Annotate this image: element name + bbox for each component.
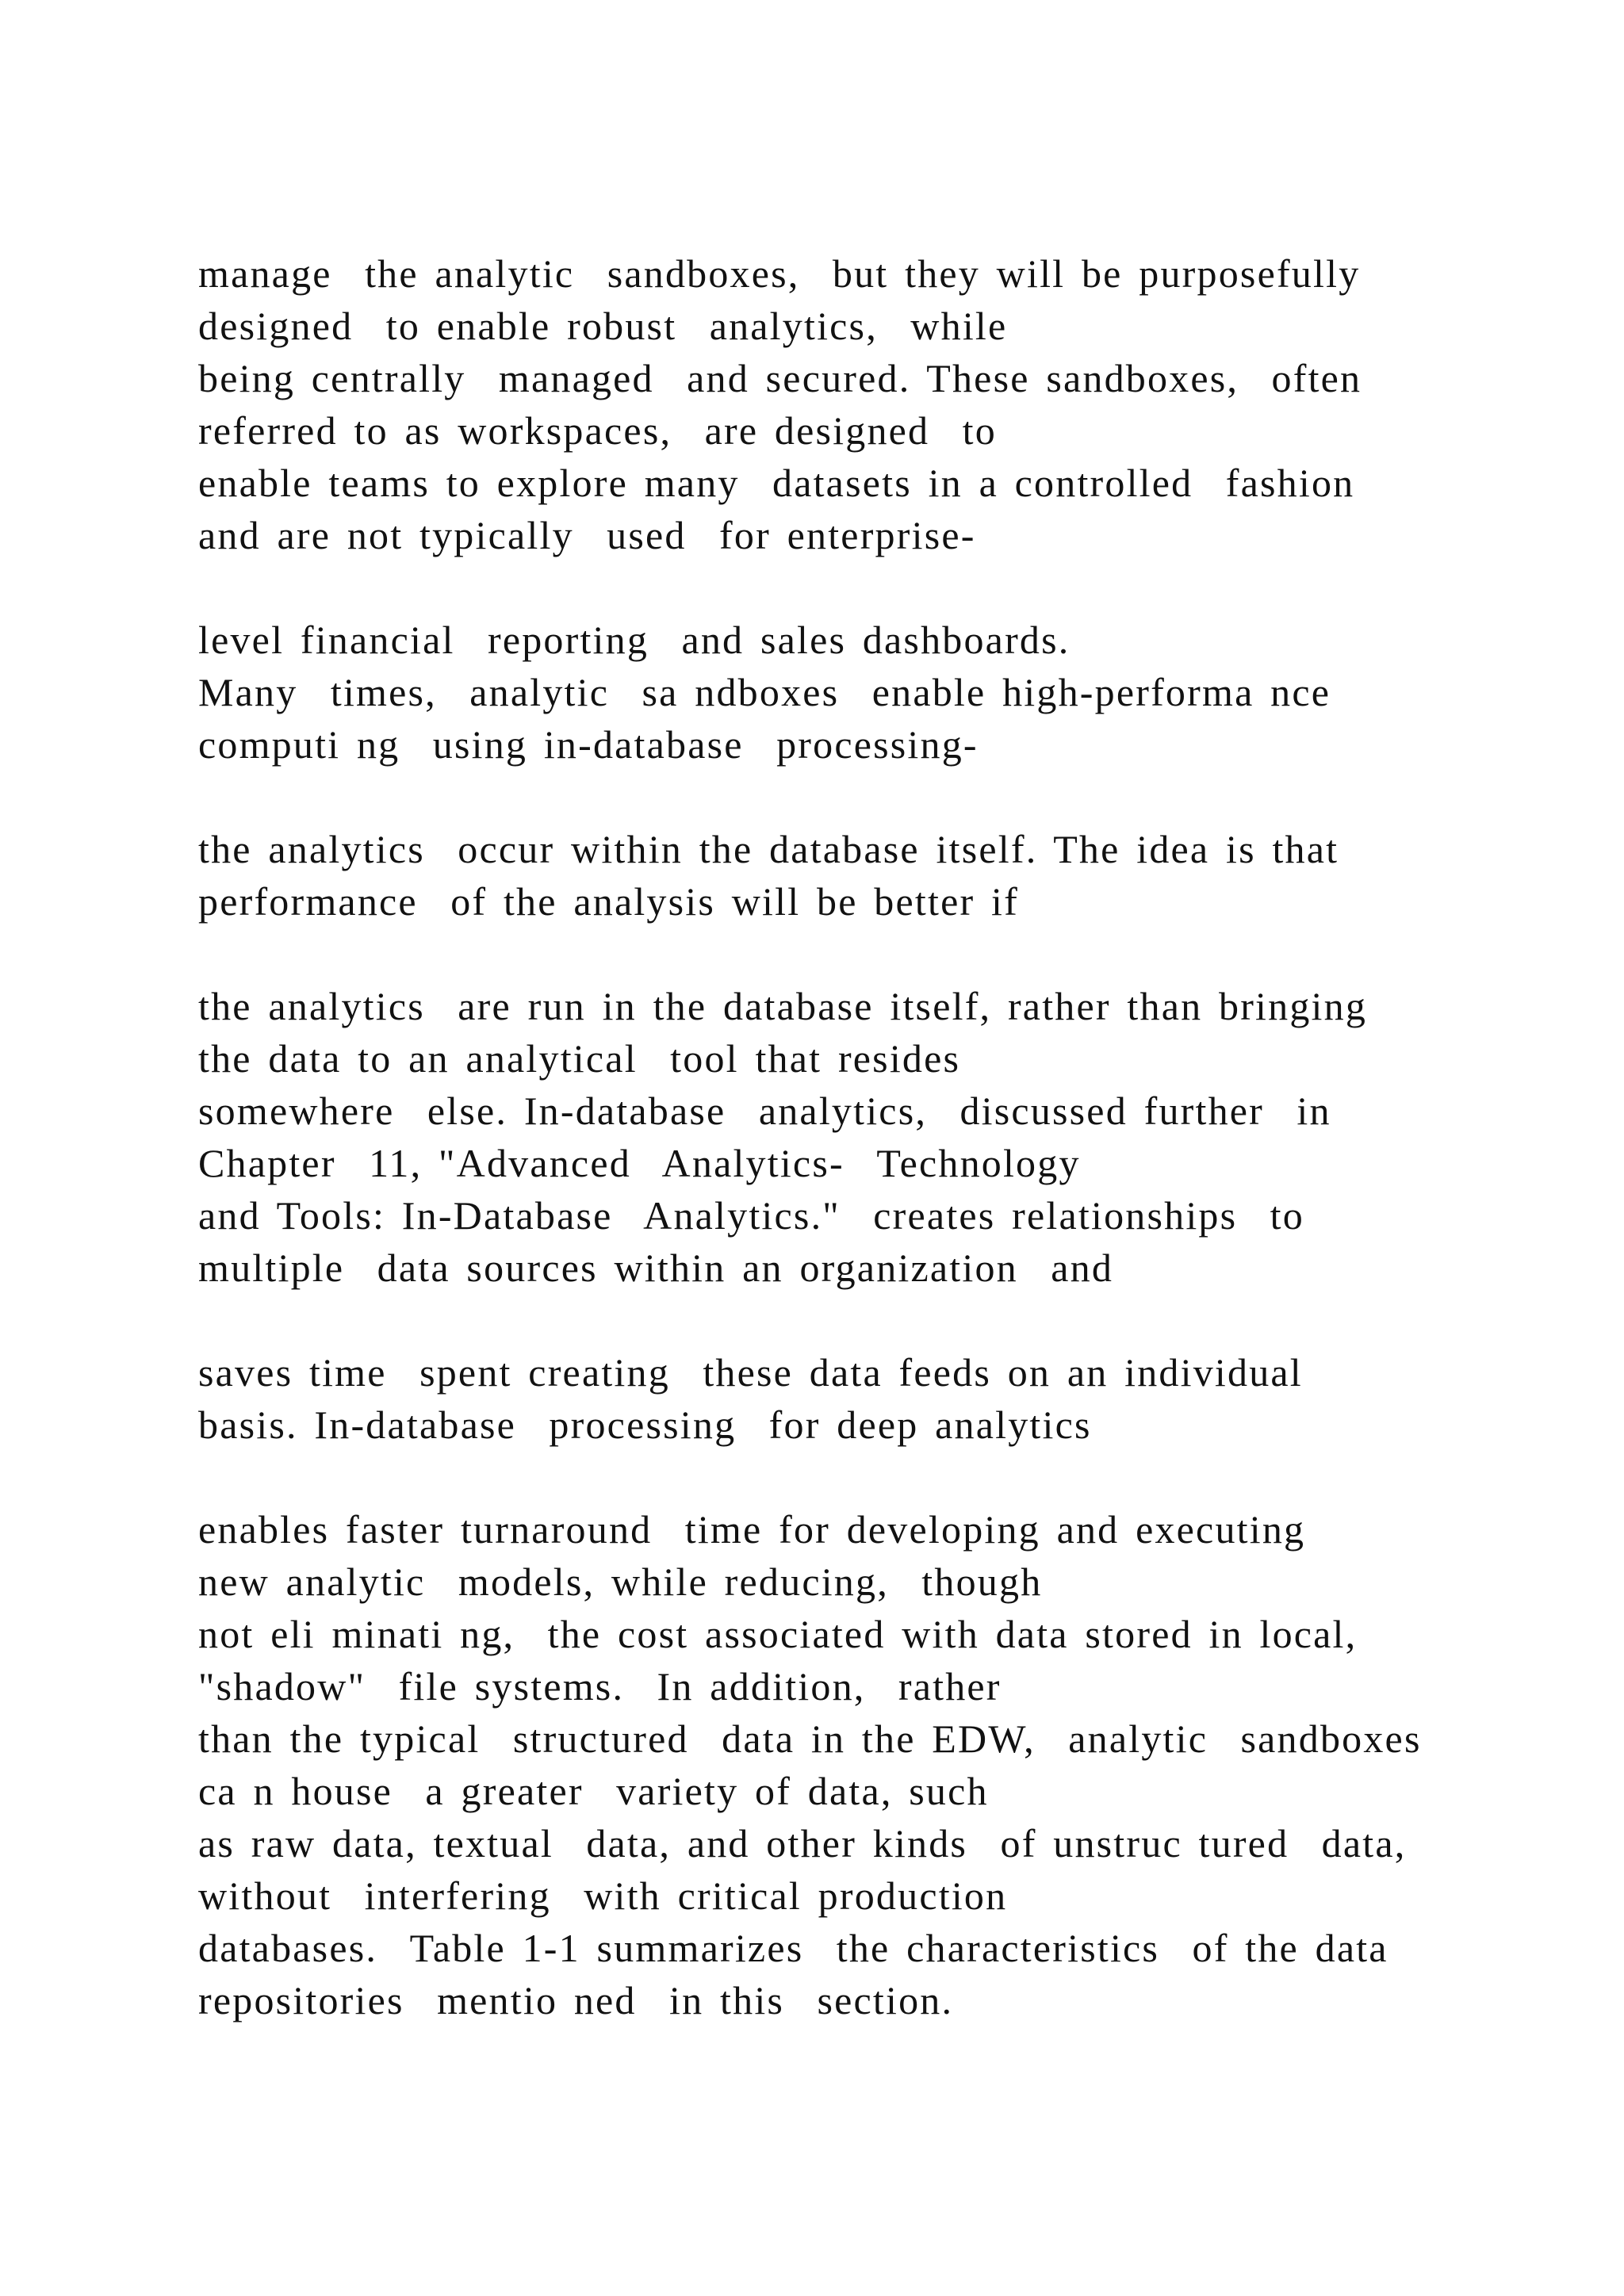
text-line: without interfering with critical production xyxy=(198,1873,1008,1918)
paragraph-gap xyxy=(198,1451,1483,1503)
paragraph-gap xyxy=(198,561,1483,614)
text-line: than the typical structured data in the EDW, analytic sandboxes xyxy=(198,1716,1422,1761)
text-line: "shadow" file systems. In addition, rather xyxy=(198,1664,1002,1709)
text-line: the data to an analytical tool that resides xyxy=(198,1036,961,1081)
text-line: designed to enable robust analytics, while xyxy=(198,304,1008,348)
text-line: somewhere else. In-database analytics, discussed further in xyxy=(198,1089,1331,1133)
paragraph-gap xyxy=(198,1294,1483,1346)
text-line: new analytic models, while reducing, though xyxy=(198,1559,1043,1604)
text-line: being centrally managed and secured. These sandboxes, often xyxy=(198,356,1362,400)
text-line: saves time spent creating these data feeds on an individual xyxy=(198,1350,1303,1395)
text-line: repositories mentio ned in this section. xyxy=(198,1978,954,2022)
paragraph-gap xyxy=(198,928,1483,980)
text-line: level financial reporting and sales dashboards. xyxy=(198,618,1071,662)
text-line: enable teams to explore many datasets in a controlled fashion xyxy=(198,461,1355,505)
text-line: as raw data, textual data, and other kinds of unstruc tured data, xyxy=(198,1821,1407,1866)
text-line: not eli minati ng, the cost associated with data stored in local, xyxy=(198,1612,1358,1656)
text-line: enables faster turnaround time for developing and executing xyxy=(198,1507,1306,1552)
text-line: ca n house a greater variety of data, such xyxy=(198,1769,989,1813)
text-line: multiple data sources within an organization and xyxy=(198,1246,1114,1290)
text-line: the analytics are run in the database itself, rather than bringing xyxy=(198,984,1368,1028)
text-line: basis. In-database processing for deep analytics xyxy=(198,1402,1092,1447)
text-line: manage the analytic sandboxes, but they will be purposefully xyxy=(198,251,1361,296)
text-line: and are not typically used for enterprise- xyxy=(198,513,976,557)
document-body xyxy=(198,247,1483,2026)
text-line: Many times, analytic sa ndboxes enable high-performa nce xyxy=(198,670,1331,714)
text-line: the analytics occur within the database itself. The idea is that xyxy=(198,827,1339,871)
text-line: Chapter 11, "Advanced Analytics- Technology xyxy=(198,1141,1081,1185)
paragraph-gap xyxy=(198,771,1483,823)
text-line: databases. Table 1-1 summarizes the characteristics of the data xyxy=(198,1926,1388,1970)
text-line: referred to as workspaces, are designed to xyxy=(198,408,997,453)
text-line: performance of the analysis will be better if xyxy=(198,879,1019,924)
text-line: computi ng using in-database processing- xyxy=(198,722,979,767)
text-line: and Tools: In-Database Analytics." creates relationships to xyxy=(198,1193,1304,1238)
